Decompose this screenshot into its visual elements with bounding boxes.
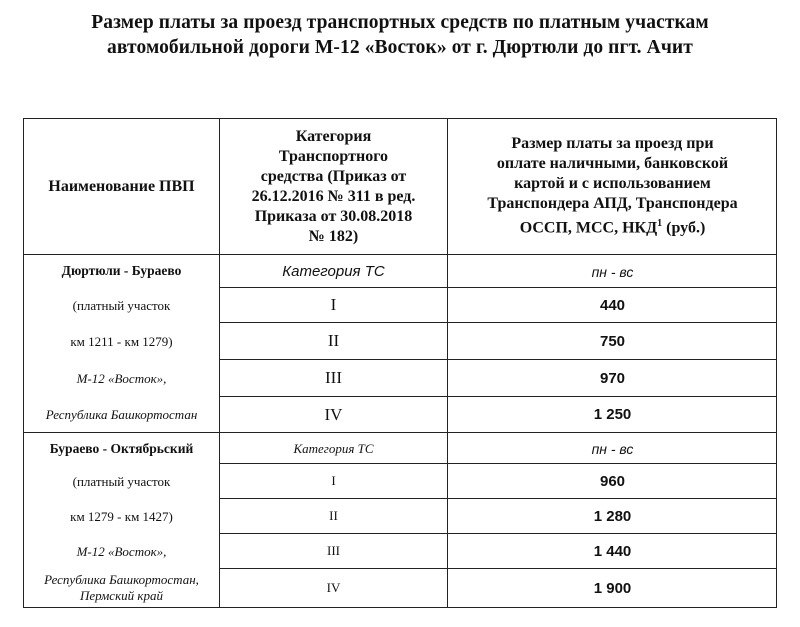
category-cell: IV xyxy=(324,404,343,424)
route-detail: М-12 «Восток», xyxy=(76,543,167,559)
route-name: Бураево - Октябрьский xyxy=(49,440,194,456)
route-name: Дюртюли - Бураево xyxy=(61,263,182,278)
header-divider xyxy=(23,254,777,255)
header-category: Категория Транспортного средства (Приказ от 26.12.2016 № 311 в ред. Приказа от 30.08.2018 № 182) xyxy=(251,127,416,245)
section-divider xyxy=(23,432,777,433)
price-cell: 1 250 xyxy=(593,406,632,423)
price-cell: 1 280 xyxy=(593,507,632,525)
route-detail: км 1211 - км 1279) xyxy=(70,333,173,349)
route-detail: Республика Башкортостан xyxy=(45,407,198,422)
route-detail: Республика Башкортостан, Пермский край xyxy=(44,572,199,603)
category-cell: III xyxy=(325,368,342,387)
category-cell: III xyxy=(327,543,340,558)
category-cell: II xyxy=(329,508,338,523)
days-label: пн - вс xyxy=(591,263,634,280)
title-line-2: автомобильной дороги М-12 «Восток» от г. Дюртюли до пгт. Ачит xyxy=(107,37,693,58)
category-cell: I xyxy=(331,473,336,488)
page-title xyxy=(0,10,800,60)
route-detail: М-12 «Восток», xyxy=(76,370,167,386)
title-line-1: Размер платы за проезд транспортных средств по платным участкам xyxy=(91,12,709,33)
category-cell: II xyxy=(327,331,340,350)
category-cell: I xyxy=(330,295,337,314)
price-cell: 960 xyxy=(599,472,626,490)
price-cell: 1 440 xyxy=(593,542,632,560)
price-cell: 440 xyxy=(599,296,626,314)
category-label: Категория ТС xyxy=(293,440,374,456)
price-cell: 750 xyxy=(599,332,626,350)
days-label: пн - вс xyxy=(591,440,634,457)
route-detail: (платный участок xyxy=(72,297,171,313)
route-detail: км 1279 - км 1427) xyxy=(70,508,173,524)
category-label: Категория ТС xyxy=(282,263,385,280)
price-cell: 970 xyxy=(599,369,626,387)
header-station: Наименование ПВП xyxy=(48,177,195,195)
route-detail: (платный участок xyxy=(72,473,171,489)
price-cell: 1 900 xyxy=(593,579,632,597)
header-fee: Размер платы за проезд при оплате наличными, банковской картой и с использованием Транспондера АПД, Транспондера ОССП, МСС, НКД$^1$ (руб.) xyxy=(487,135,738,237)
category-cell: IV xyxy=(326,580,341,595)
